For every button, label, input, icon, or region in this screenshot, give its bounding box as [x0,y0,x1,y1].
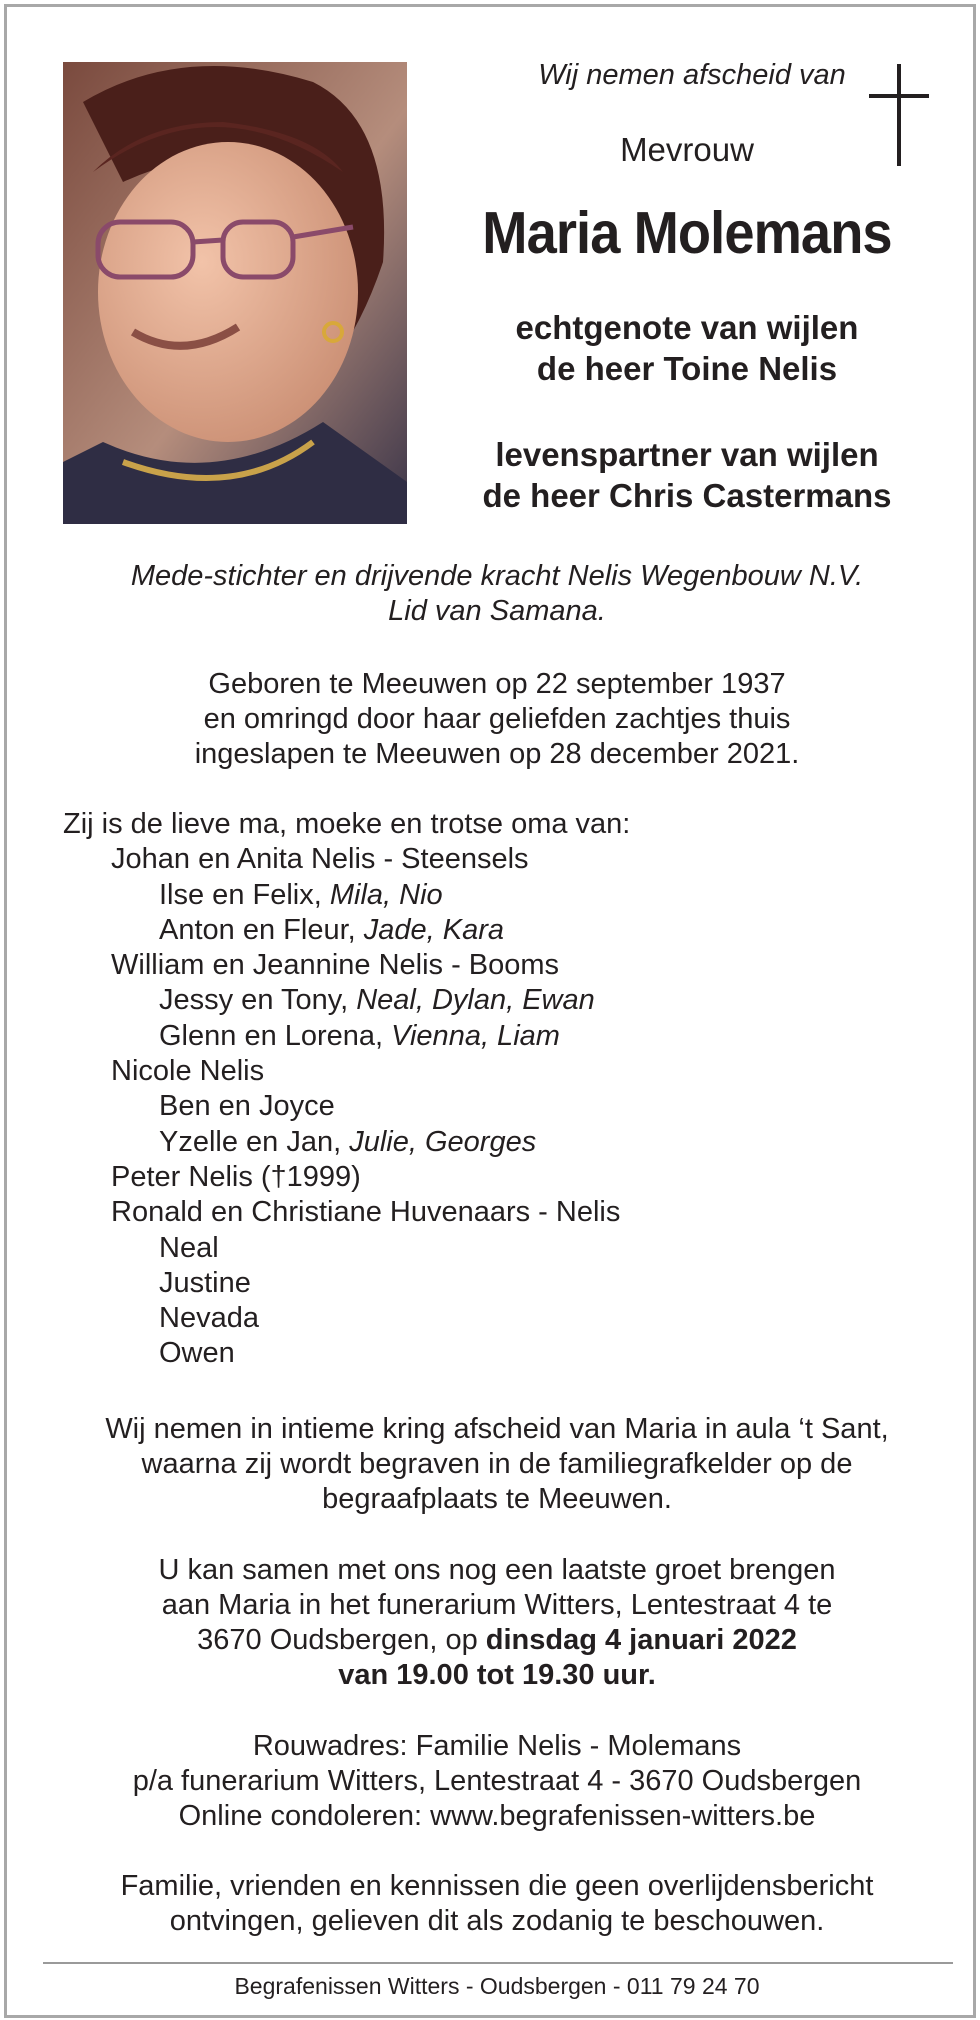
family-member-names: Neal [159,1231,219,1264]
visitation-info [47,1553,947,1693]
notice-text [47,1869,947,1939]
family-member-line [63,1160,630,1195]
family-member-names: Glenn en Lorena, [159,1019,392,1052]
grandchildren-names: Vienna, Liam [391,1019,560,1052]
visit-line3-plain: 3670 Oudsbergen, op [197,1624,486,1656]
visit-line2: aan Maria in het funerarium Witters, Lentestraat 4 te [161,1589,833,1621]
spouse-relation [427,307,947,389]
family-member-names: Justine [159,1266,251,1299]
grandchildren-names: Neal, Dylan, Ewan [356,984,595,1017]
farewell-line2: waarna zij wordt begraven in de familiegrafkelder op de [141,1448,853,1480]
family-member-names: Owen [159,1337,235,1370]
grandchildren-names: Julie, Georges [349,1125,537,1158]
visit-time [47,1658,947,1693]
birth-death-info [47,667,947,772]
family-member-line [63,1336,630,1371]
family-member-line [63,1301,630,1336]
family-member-line [63,878,630,913]
family-list [63,807,630,1372]
footer-divider [43,1962,953,1964]
mourning-address [47,1729,947,1834]
partner-relation-line2: de heer Chris Castermans [482,477,892,514]
grandchildren-names: Jade, Kara [363,913,505,946]
obituary-card [4,4,976,2018]
family-member-line [63,842,630,877]
family-member-names: Nicole Nelis [111,1055,265,1088]
family-member-line [63,1231,630,1266]
family-member-line [63,1266,630,1301]
family-member-line [63,913,630,948]
family-member-names: Jessy en Tony, [159,984,357,1017]
partner-relation-line1: levenspartner van wijlen [495,436,879,473]
intro-line: Wij nemen afscheid van [538,59,846,91]
tagline [47,559,947,629]
family-member-names: William en Jeannine Nelis - Booms [111,949,560,982]
notice-line1: Familie, vrienden en kennissen die geen overlijdensbericht [120,1870,874,1902]
family-member-names: Ben en Joyce [159,1090,335,1123]
honorific: Mevrouw [620,131,754,168]
footer-text: Begrafenissen Witters - Oudsbergen - 011 79 24 70 [234,1973,760,1999]
condolence-line: Online condoleren: www.begrafenissen-witters.be [178,1800,816,1832]
birth-line3: ingeslapen te Meeuwen op 28 december 2021. [194,738,800,770]
farewell-line3: begraafplaats te Meeuwen. [322,1483,672,1515]
notice-line2: ontvingen, gelieven dit als zodanig te beschouwen. [169,1905,825,1937]
birth-line1: Geboren te Meeuwen op 22 september 1937 [208,668,786,700]
family-member-names: Yzelle en Jan, [159,1125,350,1158]
farewell-info [47,1412,947,1517]
family-member-line [63,1019,630,1054]
visit-time-text: van 19.00 tot 19.30 uur. [338,1659,656,1691]
partner-relation [427,434,947,516]
family-intro: Zij is de lieve ma, moeke en trotse oma van: [63,808,631,840]
family-member-names: Johan en Anita Nelis - Steensels [111,843,529,876]
family-member-names: Ronald en Christiane Huvenaars - Nelis [111,1196,621,1229]
family-member-names: Anton en Fleur, [159,913,364,946]
spouse-relation-line1: echtgenote van wijlen [515,309,859,346]
birth-line2: en omringd door haar geliefden zachtjes thuis [203,703,791,735]
visit-line3 [47,1623,947,1658]
grandchildren-names: Mila, Nio [329,878,443,911]
tagline-line2: Lid van Samana. [388,595,606,627]
visit-line1: U kan samen met ons nog een laatste groet brengen [158,1554,836,1586]
family-member-names: Ilse en Felix, [159,878,330,911]
visit-date: dinsdag 4 januari 2022 [485,1624,797,1656]
family-member-line [63,1054,630,1089]
family-member-line [63,1195,630,1230]
address-line1: Rouwadres: Familie Nelis - Molemans [252,1730,742,1762]
family-member-line [63,1125,630,1160]
tagline-line1: Mede-stichter en drijvende kracht Nelis Wegenbouw N.V. [130,560,864,592]
family-member-line [63,948,630,983]
family-member-line [63,983,630,1018]
spouse-relation-line2: de heer Toine Nelis [536,350,838,387]
family-member-names: Nevada [159,1302,259,1335]
deceased-name: Maria Molemans [482,200,892,266]
family-member-names: Peter Nelis (†1999) [111,1160,361,1193]
portrait-photo [63,62,407,524]
address-line2: p/a funerarium Witters, Lentestraat 4 - 3670 Oudsbergen [132,1765,862,1797]
farewell-line1: Wij nemen in intieme kring afscheid van Maria in aula ‘t Sant, [105,1413,889,1445]
family-member-line [63,1089,630,1124]
